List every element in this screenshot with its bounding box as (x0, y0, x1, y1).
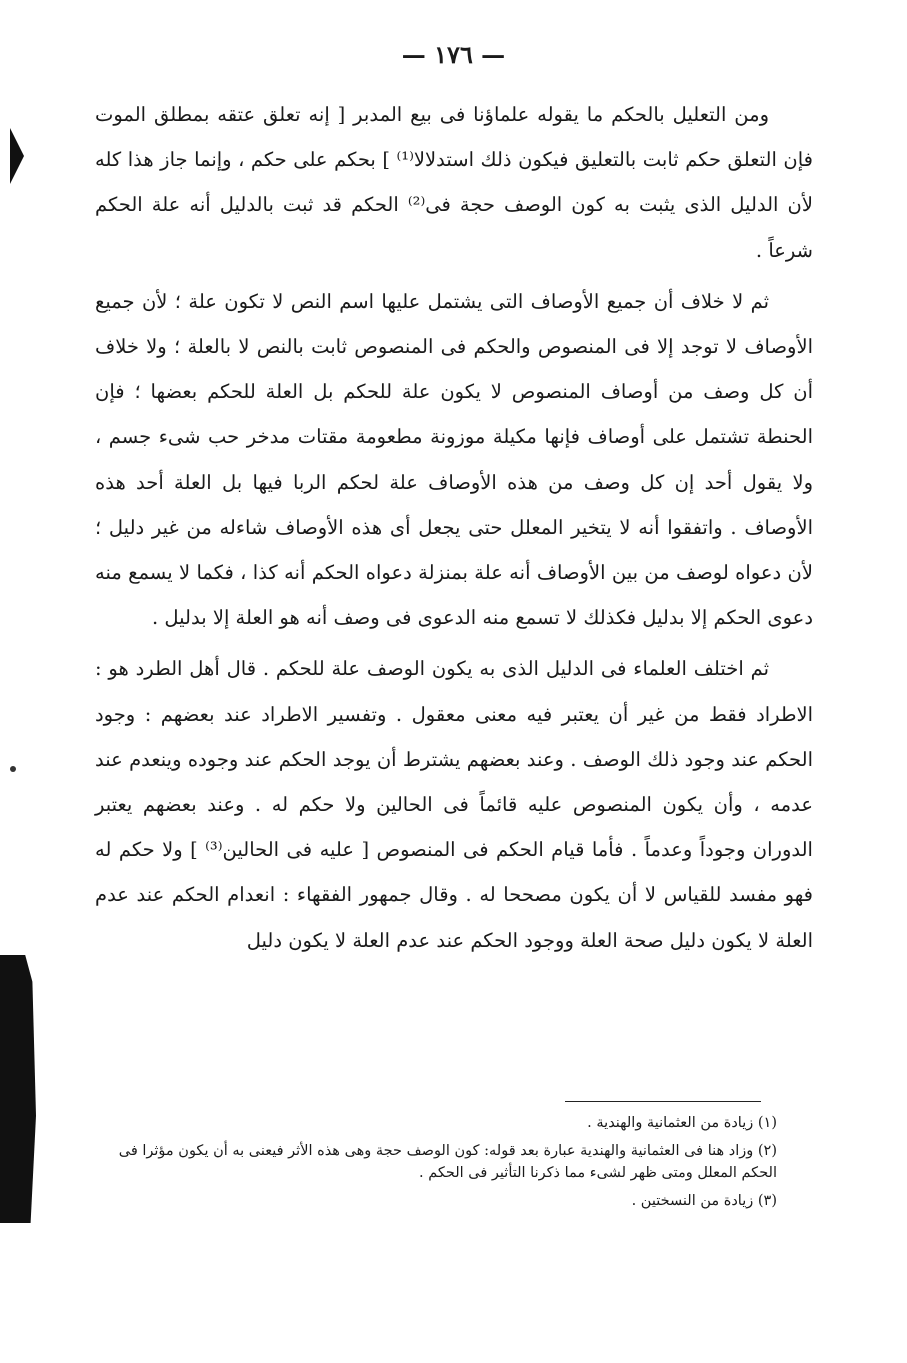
page-edge-shadow (0, 955, 36, 1223)
paragraph: ثم اختلف العلماء فى الدليل الذى به يكون الوصف علة للحكم . قال أهل الطرد هو : الاطراد فقط من غير أن يعتبر فيه معنى معقول . وتفسير الاطراد عند بعضهم : وجود الحكم عند وجود ذلك الوصف . وعند بعضهم يشترط أن يوجد الحكم عند وجوده وينعدم عند عدمه ، وأن يكون المنصوص عليه قائماً فى الحالين ولا حكم له . وعند بعضهم يعتبر الدوران وجوداً وعدماً . فأما قيام الحكم فى المنصوص [ عليه فى الحالين⁽³⁾ ] ولا حكم له فهو مفسد للقياس لا أن يكون مصححا له . وقال جمهور الفقهاء : انعدام الحكم عند عدم العلة لا يكون دليل صحة العلة ووجود الحكم عند عدم العلة لا يكون دليل (95, 657, 813, 952)
footnotes (95, 1112, 813, 1218)
ink-speck (10, 766, 16, 772)
paragraph: ومن التعليل بالحكم ما يقوله علماؤنا فى بيع المدبر [ إنه تعلق عتقه بمطلق الموت فإن التعلق حكم ثابت بالتعليق فيكون ذلك استدلالا⁽¹⁾ ] بحكم على حكم ، وإنما جاز هذا كله لأن الدليل الذى يثبت به كون الوصف حجة فى⁽²⁾ الحكم قد ثبت بالدليل أنه علة الحكم شرعاً . (95, 103, 813, 262)
footnote: (٢) وزاد هنا فى العثمانية والهندية عبارة بعد قوله: كون الوصف حجة وهى هذه الأثر فيعنى به أن يكون مؤثرا فى الحكم المعلل ومتى ظهر لشىء مما ذكرنا التأثير فى الحكم . (118, 1143, 777, 1181)
footnote: (٣) زيادة من النسختين . (631, 1193, 777, 1209)
footnote: (١) زيادة من العثمانية والهندية . (587, 1115, 777, 1131)
main-text (95, 92, 813, 963)
page-number: — ١٧٦ — (401, 40, 506, 69)
paragraph: ثم لا خلاف أن جميع الأوصاف التى يشتمل عليها اسم النص لا تكون علة ؛ لأن جميع الأوصاف لا توجد إلا فى المنصوص والحكم فى المنصوص ثابت بالنص لا بالعلة ؛ ولا خلاف أن كل وصف من أوصاف المنصوص لا يكون علة للحكم بل العلة للحكم بعضها ؛ فإن الحنطة تشتمل على أوصاف فإنها مكيلة موزونة مطعومة مقتات مدخر حب شىء جسم ، ولا يقول أحد إن كل وصف من هذه الأوصاف علة لحكم الربا فيها بل العلة أحد هذه الأوصاف . واتفقوا أنه لا يتخير المعلل حتى يجعل أى هذه الأوصاف شاءله من غير دليل ؛ لأن دعواه لوصف من بين الأوصاف أنه علة بمنزلة دعواه الحكم أنه كذا ، فكما لا يسمع منه دعوى الحكم إلا بدليل فكذلك لا تسمع منه الدعوى فى وصف أنه هو العلة إلا بدليل . (95, 289, 813, 630)
page-edge-mark-top (10, 128, 24, 184)
footnote-divider (565, 1101, 761, 1102)
